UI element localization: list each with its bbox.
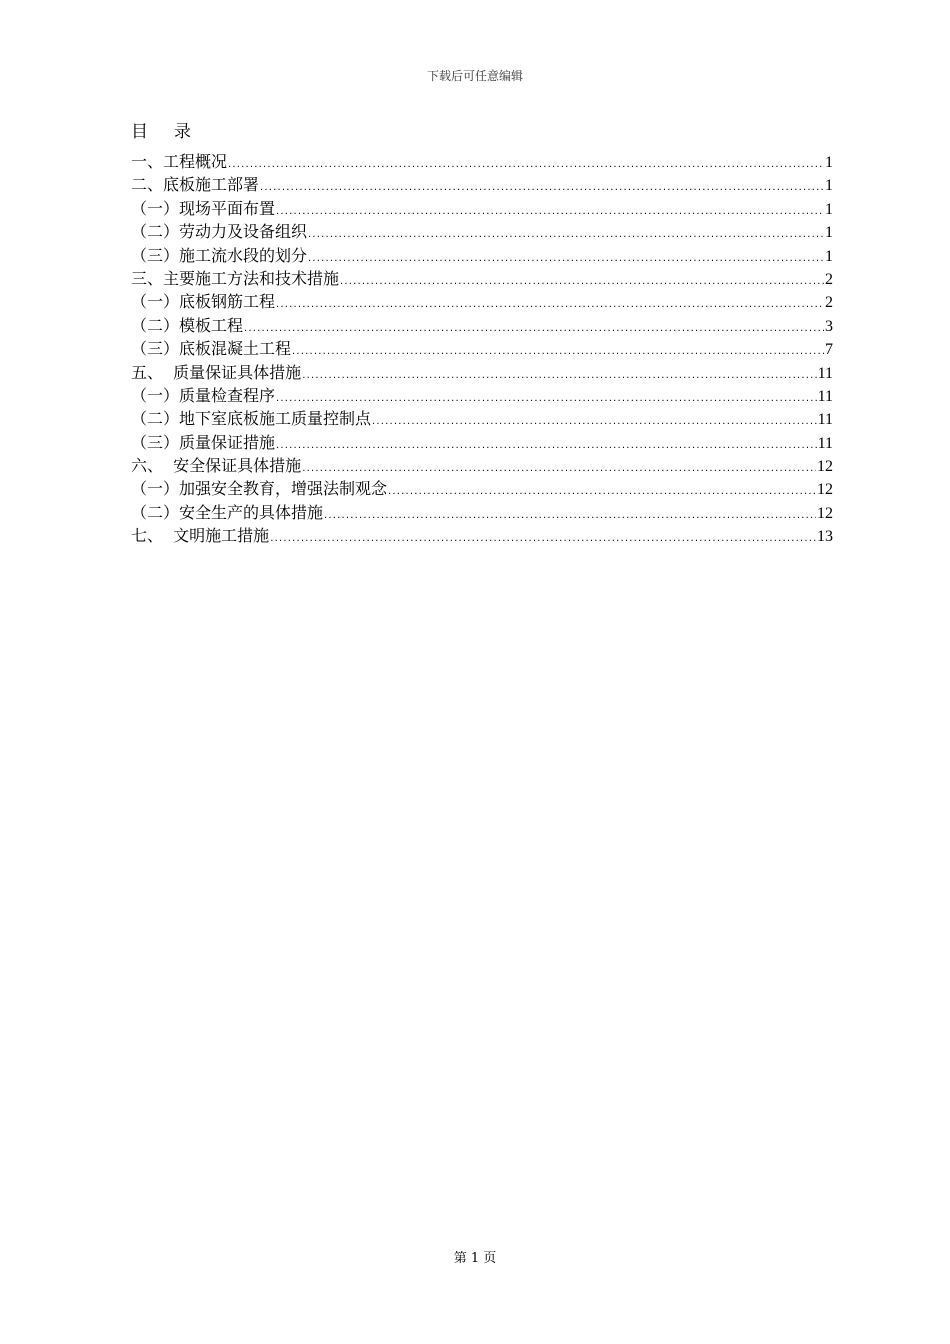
toc-entry-text: （二）模板工程 — [131, 315, 244, 335]
toc-leader-dots — [276, 200, 824, 223]
toc-entry[interactable] — [131, 197, 833, 220]
toc-entry-page: 3 — [825, 317, 833, 335]
toc-entry-page: 11 — [817, 434, 833, 452]
toc-entry-text: 三、主要施工方法和技术措施 — [131, 268, 340, 288]
toc-leader-dots — [270, 527, 816, 550]
toc-leader-dots — [324, 504, 816, 527]
toc-leader-dots — [388, 480, 816, 503]
toc-leader-dots — [276, 293, 824, 316]
toc-entry-text: （三）底板混凝土工程 — [131, 339, 292, 359]
toc-entry-text: （一）质量检查程序 — [131, 385, 276, 405]
table-of-contents — [131, 150, 833, 548]
toc-entry[interactable] — [131, 267, 833, 290]
toc-entry[interactable] — [131, 454, 833, 477]
toc-entry[interactable] — [131, 220, 833, 243]
toc-entry-text: （二）地下室底板施工质量控制点 — [131, 409, 372, 429]
toc-leader-dots — [260, 176, 824, 199]
toc-title-left: 目 — [131, 122, 148, 142]
toc-entry[interactable] — [131, 173, 833, 196]
toc-entry[interactable] — [131, 361, 833, 384]
toc-entry-text: 一、工程概况 — [131, 152, 228, 171]
toc-entry[interactable] — [131, 244, 833, 267]
toc-entry-page: 11 — [817, 411, 833, 429]
toc-entry-page: 7 — [825, 341, 833, 359]
toc-entry-text: 六、 安全保证具体措施 — [131, 456, 302, 476]
toc-entry[interactable] — [131, 407, 833, 430]
toc-entry-text: 五、 质量保证具体措施 — [131, 362, 302, 382]
toc-entry-page: 1 — [825, 177, 833, 195]
toc-leader-dots — [340, 270, 824, 293]
toc-entry-page: 12 — [817, 481, 833, 499]
toc-leader-dots — [244, 317, 824, 340]
toc-leader-dots — [308, 223, 824, 246]
toc-entry-page: 13 — [817, 528, 833, 546]
toc-entry-page: 1 — [825, 200, 833, 218]
toc-entry-page: 1 — [825, 224, 833, 242]
toc-entry-text: （二）劳动力及设备组织 — [131, 222, 308, 242]
toc-entry-page: 12 — [817, 458, 833, 476]
toc-entry-text: （一）现场平面布置 — [131, 198, 276, 218]
toc-entry[interactable] — [131, 314, 833, 337]
toc-entry[interactable] — [131, 524, 833, 547]
toc-entry[interactable] — [131, 150, 833, 173]
toc-entry-text: （三）质量保证措施 — [131, 432, 276, 452]
toc-entry[interactable] — [131, 337, 833, 360]
toc-entry-page: 11 — [817, 364, 833, 382]
toc-entry-page: 1 — [825, 247, 833, 265]
toc-leader-dots — [292, 340, 824, 363]
toc-leader-dots — [228, 153, 824, 176]
toc-entry-page: 1 — [825, 154, 833, 171]
toc-entry[interactable] — [131, 290, 833, 313]
toc-entry[interactable] — [131, 477, 833, 500]
toc-entry-page: 2 — [825, 294, 833, 312]
page-number-footer: 第 1 页 — [453, 1251, 497, 1266]
toc-entry-text: 七、 文明施工措施 — [131, 526, 270, 546]
toc-leader-dots — [308, 247, 824, 270]
toc-entry[interactable] — [131, 501, 833, 524]
toc-leader-dots — [302, 364, 816, 387]
toc-entry[interactable] — [131, 431, 833, 454]
toc-entry-text: （二）安全生产的具体措施 — [131, 502, 324, 522]
toc-entry-text: （一）底板钢筋工程 — [131, 292, 276, 312]
toc-entry-page: 11 — [817, 387, 833, 405]
page-header: 下载后可任意编辑 — [426, 69, 523, 83]
toc-leader-dots — [372, 410, 817, 433]
toc-entry-page: 12 — [817, 504, 833, 522]
toc-entry-page: 2 — [825, 270, 833, 288]
toc-entry-text: 二、底板施工部署 — [131, 175, 260, 195]
toc-entry[interactable] — [131, 384, 833, 407]
toc-leader-dots — [276, 434, 817, 457]
toc-title — [131, 117, 191, 142]
toc-entry-text: （三）施工流水段的划分 — [131, 245, 308, 265]
toc-title-right: 录 — [174, 122, 191, 142]
toc-entry-text: （一）加强安全教育，增强法制观念 — [131, 479, 388, 499]
